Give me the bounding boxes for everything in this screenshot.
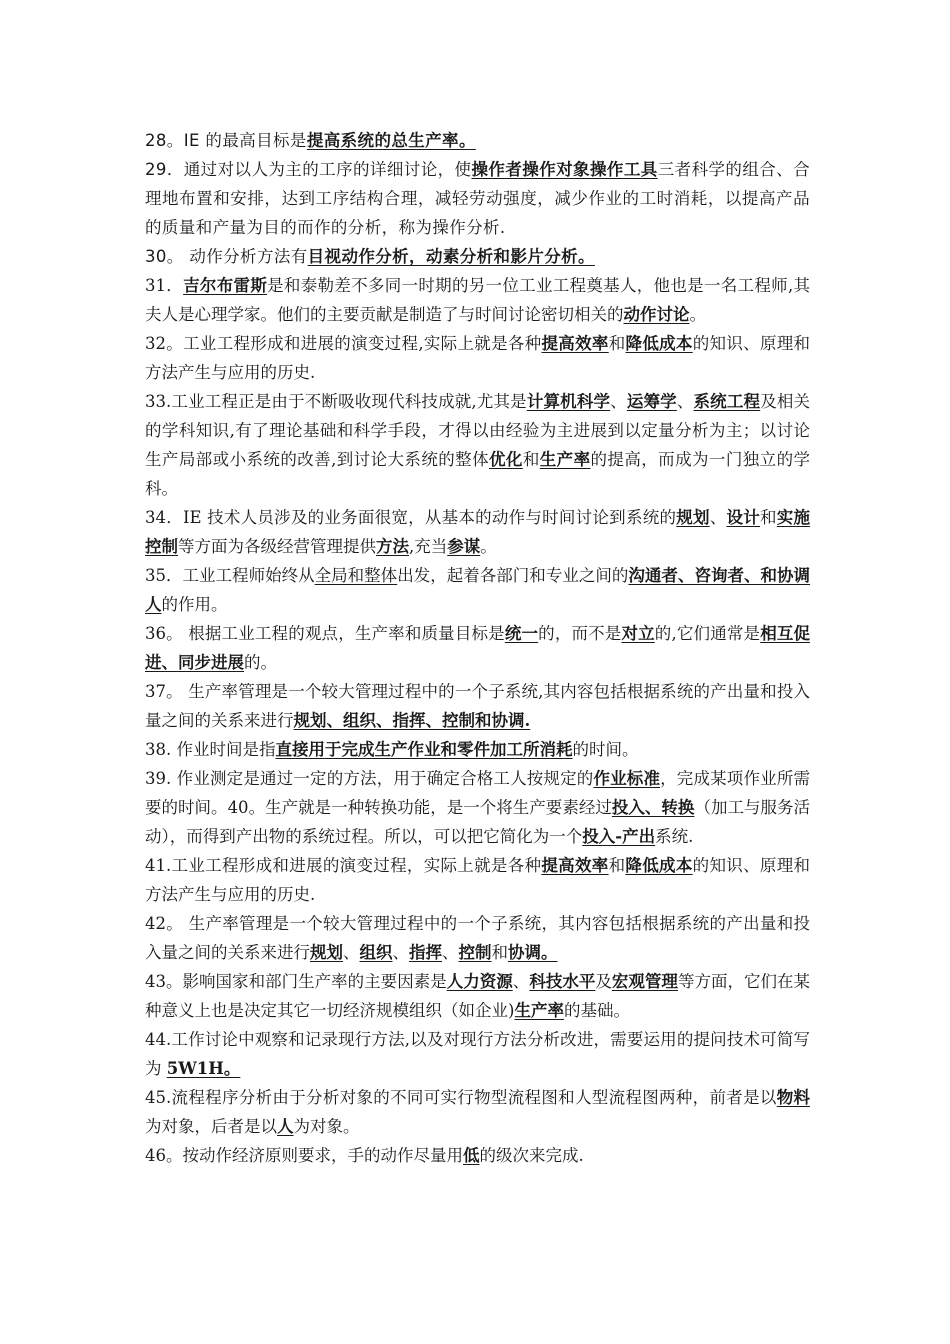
question-text: 为对象。 [293,1117,360,1136]
question-text: 44.工作讨论中观察和记录现行方法,以及对现行方法分析改进，需要运用的提问技术可简写为 [145,1030,810,1078]
question-text: 和 [491,943,508,962]
question-text: 。 [480,537,497,556]
answer-blank: 操作者操作对象操作工具 [471,160,658,179]
question-text: 29．通过对以人为主的工序的详细讨论，使 [145,160,472,179]
question-text: 30。 动作分析方法有 [145,247,308,266]
question-text: 34．IE 技术人员涉及的业务面很宽，从基本的动作与时间讨论到系统的 [145,508,677,527]
answer-blank: 生产率 [539,450,591,469]
answer-blank: 科技水平 [529,972,596,991]
question-text: 的级次来完成. [479,1146,584,1165]
question-text: 46。按动作经济原则要求，手的动作尽量用 [145,1146,463,1165]
answer-blank: 物料 [776,1088,810,1107]
question-text: 的作用。 [161,595,228,614]
answer-blank: 直接用于完成生产作业和零件加工所消耗 [275,740,573,759]
answer-blank: 作业标准 [593,769,661,788]
answer-blank: 投入-产出 [582,827,656,846]
question-text: 38. 作业时间是指 [145,740,276,759]
question-text: 、 [392,943,409,962]
answer-blank: 方法 [376,537,409,556]
question-item-36 [145,619,810,677]
question-text: 、 [709,508,727,527]
question-item-45 [145,1083,810,1141]
question-text: 的，而不是 [538,624,622,643]
question-text: ,充当 [409,537,448,556]
question-item-31 [145,271,810,329]
answer-blank: 系统工程 [693,392,761,411]
question-text: 36。 根据工业工程的观点，生产率和质量目标是 [145,624,505,643]
answer-blank: 运筹学 [626,392,677,411]
question-item-43 [145,967,810,1025]
question-text: 及相关的学科知识,有了理论基础和科学手段，才得以由经验为主进展到以定量分析为主；以讨论生产局部或小系统的改善,到讨论大系统的整体 [145,392,811,469]
question-text: 系统. [655,827,694,846]
question-item-46 [145,1141,810,1170]
answer-blank: 宏观管理 [611,972,678,991]
answer-blank: 实施控制 [145,508,811,556]
question-text: 为对象，后者是以 [145,1117,277,1136]
question-text: 的时间。 [572,740,639,759]
question-text: 37。 生产率管理是一个较大管理过程中的一个子系统,其内容包括根据系统的产出量和投入量之间的关系来进行 [145,682,810,730]
question-text: 41.工业工程形成和进展的演变过程，实际上就是各种 [145,856,542,875]
question-text: 、 [610,392,627,411]
answer-blank: 降低成本 [625,334,693,353]
answer-blank: 降低成本 [625,856,693,875]
question-text: 、 [442,943,459,962]
question-text: ，完成某项作业所需要的时间。40。生产就是一种转换功能，是一个将生产要素经过 [145,769,810,817]
answer-blank: 指挥 [409,943,442,962]
question-item-35 [145,561,810,619]
question-text: 的基础。 [563,1001,630,1020]
answer-blank: 优化 [489,450,523,469]
answer-blank: 提高系统的总生产率。 [306,131,476,150]
question-text: 的,它们通常是 [654,624,761,643]
answer-blank: 控制 [458,943,492,962]
question-text: 。 [689,305,706,324]
question-text: 三者科学的组合、合理地布置和安排，达到工序结构合理，减轻劳动强度，减少作业的工时消耗，以提高产品的质量和产量为目的而作的分析，称为操作分析. [145,160,810,237]
question-item-34 [145,503,810,561]
answer-blank: 提高效率 [541,856,609,875]
question-text: 及 [595,972,612,991]
question-text: 39. 作业测定是通过一定的方法，用于确定合格工人按规定的 [145,769,594,788]
answer-blank: 低 [463,1146,480,1165]
answer-blank: 5W1H。 [166,1059,241,1078]
answer-blank: 组织 [359,943,393,962]
question-text: 的提高，而成为一门独立的学科。 [145,450,811,498]
answer-blank: 计算机科学 [526,392,611,411]
question-item-30 [145,242,810,271]
question-text: 31． [145,276,184,295]
answer-blank: 协调。 [508,943,558,962]
answer-blank: 人 [277,1117,294,1136]
question-item-32 [145,329,810,387]
answer-blank: 提高效率 [541,334,609,353]
question-text: 的知识、原理和方法产生与应用的历史. [145,334,811,382]
question-text: 、 [512,972,530,991]
answer-blank: 吉尔布雷斯 [183,276,268,295]
question-item-37 [145,677,810,735]
answer-blank: 沟通者、咨询者、和协调人 [145,566,811,614]
answer-blank: 规划 [676,508,710,527]
question-text: （加工与服务活动），而得到产出物的系统过程。所以，可以把它简化为一个 [145,798,811,846]
question-text: 等方面为各级经营管理提供 [178,537,376,556]
question-item-33 [145,387,810,503]
answer-blank: 相互促进、同步进展 [145,624,811,672]
question-item-42 [145,909,810,967]
answer-blank: 投入、转换 [611,798,695,817]
underlined-phrase: 全局和整体 [314,566,398,585]
question-text: 32。工业工程形成和进展的演变过程,实际上就是各种 [145,334,542,353]
question-item-38 [145,735,810,764]
question-text: 45.流程程序分析由于分析对象的不同可实行物型流程图和人型流程图两种，前者是以 [145,1088,777,1107]
question-text: 等方面，它们在某种意义上也是决定其它一切经济规模组织（如企业) [145,972,811,1020]
question-text: 和 [522,450,540,469]
question-item-44 [145,1025,810,1083]
question-text: 、 [676,392,694,411]
answer-blank: 设计 [726,508,761,527]
question-text: 和 [760,508,777,527]
answer-blank: 统一 [504,624,539,643]
question-text: 和 [608,334,626,353]
question-text: 35．工业工程师始终从 [145,566,315,585]
question-text: 43。影响国家和部门生产率的主要因素是 [145,972,447,991]
answer-blank: 生产率 [514,1001,564,1020]
question-item-41 [145,851,810,909]
document-body [145,126,810,1170]
answer-blank: 目视动作分析，动素分析和影片分析。 [307,247,595,266]
question-text: 28。IE 的最高目标是 [145,131,307,150]
question-item-39 [145,764,810,851]
answer-blank: 规划 [310,943,343,962]
question-text: 42。 生产率管理是一个较大管理过程中的一个子系统，其内容包括根据系统的产出量和投入量之间的关系来进行 [145,914,810,962]
answer-blank: 对立 [621,624,655,643]
answer-blank: 规划、组织、指挥、控制和协调. [293,711,531,730]
answer-blank: 参谋 [447,537,481,556]
question-text: 的知识、原理和方法产生与应用的历史. [145,856,811,904]
question-item-29 [145,155,810,242]
answer-blank: 动作讨论 [623,305,690,324]
question-text: 出发，起着各部门和专业之间的 [397,566,629,585]
question-text: 、 [343,943,360,962]
question-text: 和 [608,856,626,875]
question-item-28 [145,126,810,155]
question-text: 的。 [244,653,277,672]
question-text: 是和泰勒差不多同一时期的另一位工业工程奠基人，他也是一名工程师,其夫人是心理学家。他们的主要贡献是制造了与时间讨论密切相关的 [145,276,811,324]
question-text: 33.工业工程正是由于不断吸收现代科技成就,尤其是 [145,392,527,411]
answer-blank: 人力资源 [446,972,513,991]
